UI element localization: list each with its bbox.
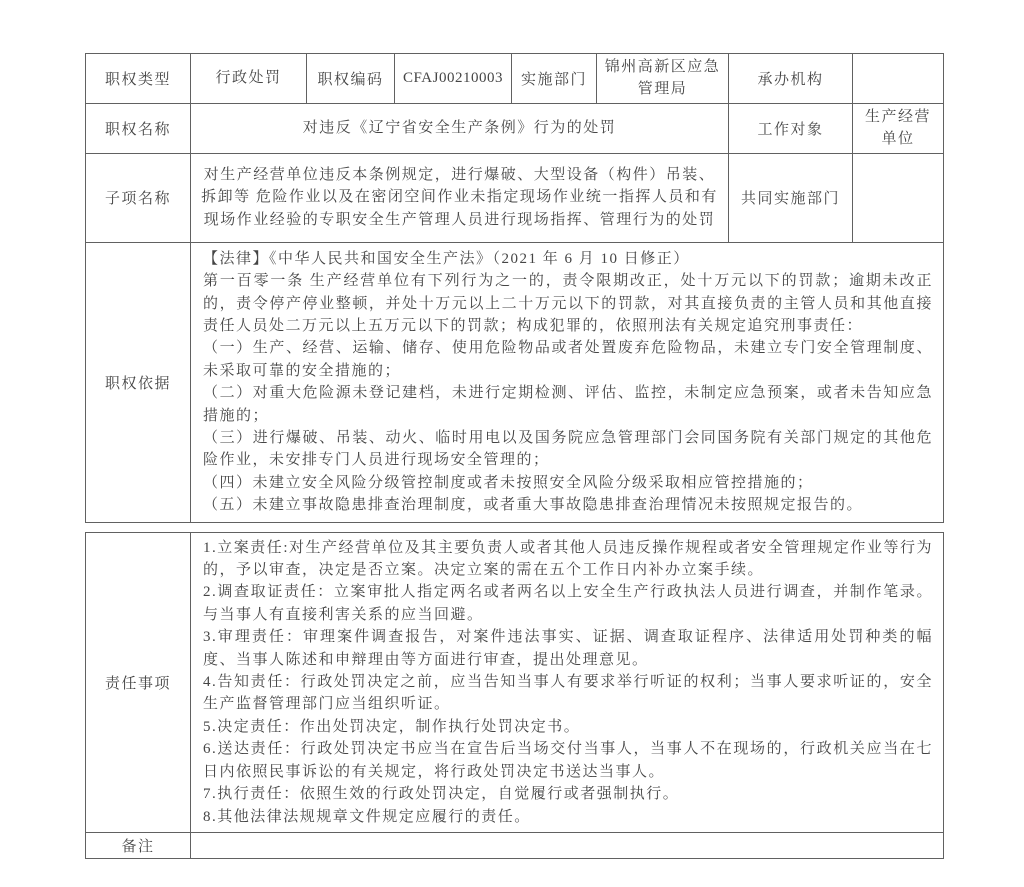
subitem-name-value: 对生产经营单位违反本条例规定，进行爆破、大型设备（构件）吊装、拆卸等 危险作业以及在密闭空间作业未指定现场作业统一指挥人员和有现场作业经验的专职安全生产管理人员进行现场指挥、管理行为的处罚 (191, 153, 729, 242)
table-row (86, 153, 944, 242)
subitem-name-label: 子项名称 (86, 153, 191, 242)
legal-basis-content (191, 242, 944, 522)
work-object-label: 工作对象 (729, 103, 853, 153)
table-row (86, 242, 944, 522)
responsibility-content (191, 532, 944, 832)
authority-name-value: 对违反《辽宁省安全生产条例》行为的处罚 (191, 103, 729, 153)
authority-document (85, 53, 943, 859)
implementing-department-value: 锦州高新区应急管理局 (597, 54, 729, 104)
responsibility-item: 2.调查取证责任：立案审批人指定两名或者两名以上安全生产行政执法人员进行调查，并制作笔录。与当事人有直接利害关系的应当回避。 (203, 584, 933, 623)
responsibility-table (85, 532, 944, 859)
implementing-department-label: 实施部门 (512, 54, 597, 104)
table-row (86, 54, 944, 104)
joint-department-label: 共同实施部门 (729, 153, 853, 242)
legal-basis-paragraph: 【法律】《中华人民共和国安全生产法》（2021 年 6 月 10 日修正） (203, 250, 690, 267)
responsibility-label: 责任事项 (86, 532, 191, 832)
table-row (86, 832, 944, 858)
legal-basis-label: 职权依据 (86, 242, 191, 522)
responsibility-item: 3.审理责任：审理案件调查报告，对案件违法事实、证据、调查取证程序、法律适用处罚种类的幅度、当事人陈述和申辩理由等方面进行审查，提出处理意见。 (203, 629, 933, 668)
authority-code-label: 职权编码 (307, 54, 395, 104)
table-separator (85, 523, 943, 532)
authority-type-value: 行政处罚 (191, 54, 307, 104)
authority-type-label: 职权类型 (86, 54, 191, 104)
remarks-value (191, 832, 944, 858)
handling-agency-value (853, 54, 944, 104)
legal-basis-paragraph: （五）未建立事故隐患排查治理制度，或者重大事故隐患排查治理情况未按照规定报告的。 (203, 497, 864, 514)
joint-department-value (853, 153, 944, 242)
legal-basis-paragraph: （三）进行爆破、吊装、动火、临时用电以及国务院应急管理部门会同国务院有关部门规定的其他危险作业，未安排专门人员进行现场安全管理的； (203, 429, 933, 469)
handling-agency-label: 承办机构 (729, 54, 853, 104)
responsibility-item: 4.告知责任：行政处罚决定之前，应当告知当事人有要求举行听证的权利；当事人要求听证的，安全生产监督管理部门应当组织听证。 (203, 674, 933, 713)
legal-basis-paragraph: （四）未建立安全风险分级管控制度或者未按照安全风险分级采取相应管控措施的； (203, 474, 814, 491)
work-object-value: 生产经营单位 (853, 103, 944, 153)
authority-name-label: 职权名称 (86, 103, 191, 153)
legal-basis-paragraph: 第一百零一条 生产经营单位有下列行为之一的，责令限期改正，处十万元以下的罚款；逾期未改正的，责令停产停业整顿，并处十万元以上二十万元以下的罚款，对其直接负责的主管人员和其他直接责任人员处二万元以上五万元以下的罚款；构成犯罪的，依照刑法有关规定追究刑事责任： (203, 273, 933, 334)
table-row (86, 532, 944, 832)
legal-basis-paragraph: （二）对重大危险源未登记建档，未进行定期检测、评估、监控，未制定应急预案，或者未告知应急措施的； (203, 385, 933, 424)
remarks-label: 备注 (86, 832, 191, 858)
authority-code-value: CFAJ00210003 (395, 54, 512, 104)
responsibility-item: 1.立案责任:对生产经营单位及其主要负责人或者其他人员违反操作规程或者安全管理规定作业等行为的，予以审查，决定是否立案。决定立案的需在五个工作日内补办立案手续。 (203, 539, 933, 579)
table-row (86, 103, 944, 153)
responsibility-item: 6.送达责任：行政处罚决定书应当在宣告后当场交付当事人，当事人不在现场的，行政机关应当在七日内依照民事诉讼的有关规定，将行政处罚决定书送达当事人。 (203, 741, 933, 780)
responsibility-item: 7.执行责任：依照生效的行政处罚决定，自觉履行或者强制执行。 (203, 786, 680, 803)
responsibility-item: 8.其他法律法规规章文件规定应履行的责任。 (203, 808, 531, 825)
responsibility-item: 5.决定责任：作出处罚决定，制作执行处罚决定书。 (203, 718, 581, 735)
authority-info-table (85, 53, 944, 523)
legal-basis-paragraph: （一）生产、经营、运输、储存、使用危险物品或者处置废弃危险物品，未建立专门安全管理制度、未采取可靠的安全措施的； (203, 340, 933, 379)
